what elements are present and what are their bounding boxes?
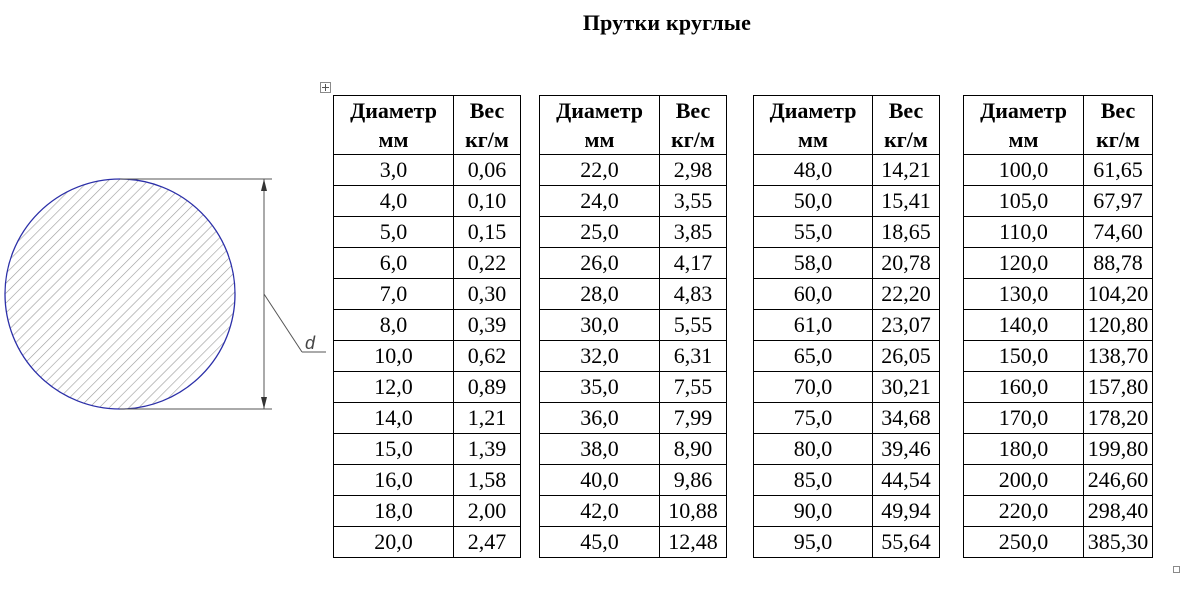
bar-section-fill	[5, 179, 235, 409]
column-spacer	[940, 217, 964, 248]
diameter-cell: 25,0	[540, 217, 660, 248]
column-spacer	[727, 217, 754, 248]
column-spacer	[727, 527, 754, 558]
weight-cell: 39,46	[873, 434, 940, 465]
column-spacer	[521, 279, 540, 310]
weight-cell: 14,21	[873, 155, 940, 186]
diameter-cell: 14,0	[334, 403, 454, 434]
diameter-cell: 100,0	[964, 155, 1084, 186]
weight-cell: 138,70	[1084, 341, 1153, 372]
table-header-row	[334, 125, 1153, 155]
weight-cell: 157,80	[1084, 372, 1153, 403]
column-spacer	[727, 465, 754, 496]
column-spacer	[521, 341, 540, 372]
table-row	[334, 248, 1153, 279]
weight-cell: 61,65	[1084, 155, 1153, 186]
weight-cell: 9,86	[660, 465, 727, 496]
diameter-cell: 32,0	[540, 341, 660, 372]
header-diameter: мм	[334, 125, 454, 155]
weight-cell: 2,00	[454, 496, 521, 527]
column-spacer	[940, 372, 964, 403]
diameter-cell: 35,0	[540, 372, 660, 403]
header-diameter: Диаметр	[334, 96, 454, 126]
diameter-cell: 45,0	[540, 527, 660, 558]
weight-cell: 10,88	[660, 496, 727, 527]
table-header-row	[334, 96, 1153, 126]
weight-cell: 20,78	[873, 248, 940, 279]
diameter-cell: 65,0	[754, 341, 873, 372]
header-weight: кг/м	[873, 125, 940, 155]
diameter-cell: 70,0	[754, 372, 873, 403]
weight-cell: 199,80	[1084, 434, 1153, 465]
diameter-cell: 42,0	[540, 496, 660, 527]
diameter-cell: 85,0	[754, 465, 873, 496]
diameter-cell: 28,0	[540, 279, 660, 310]
header-diameter: мм	[754, 125, 873, 155]
header-diameter: Диаметр	[754, 96, 873, 126]
round-bar-weight-table	[333, 95, 1153, 558]
diameter-cell: 24,0	[540, 186, 660, 217]
table-move-handle[interactable]	[320, 82, 331, 93]
header-weight: кг/м	[660, 125, 727, 155]
weight-cell: 8,90	[660, 434, 727, 465]
diameter-cell: 3,0	[334, 155, 454, 186]
column-spacer	[521, 496, 540, 527]
weight-cell: 23,07	[873, 310, 940, 341]
dimension-arrow-top	[261, 179, 267, 191]
diameter-cell: 4,0	[334, 186, 454, 217]
weight-cell: 120,80	[1084, 310, 1153, 341]
dimension-arrow-bottom	[261, 397, 267, 409]
table-row	[334, 434, 1153, 465]
column-spacer	[521, 217, 540, 248]
weight-cell: 49,94	[873, 496, 940, 527]
diameter-cell: 30,0	[540, 310, 660, 341]
column-spacer	[940, 465, 964, 496]
weight-cell: 0,10	[454, 186, 521, 217]
diameter-cell: 75,0	[754, 403, 873, 434]
header-diameter: мм	[540, 125, 660, 155]
diameter-cell: 26,0	[540, 248, 660, 279]
header-weight: кг/м	[1084, 125, 1153, 155]
column-spacer	[521, 310, 540, 341]
diameter-cell: 6,0	[334, 248, 454, 279]
column-spacer	[727, 186, 754, 217]
weight-cell: 0,89	[454, 372, 521, 403]
table-row	[334, 310, 1153, 341]
header-weight: Вес	[1084, 96, 1153, 126]
column-spacer	[727, 372, 754, 403]
weight-cell: 6,31	[660, 341, 727, 372]
diameter-cell: 50,0	[754, 186, 873, 217]
column-spacer	[727, 403, 754, 434]
header-diameter: мм	[964, 125, 1084, 155]
diameter-cell: 95,0	[754, 527, 873, 558]
weight-cell: 3,85	[660, 217, 727, 248]
diameter-cell: 18,0	[334, 496, 454, 527]
weight-cell: 2,98	[660, 155, 727, 186]
diameter-cell: 60,0	[754, 279, 873, 310]
column-spacer	[727, 248, 754, 279]
diameter-cell: 16,0	[334, 465, 454, 496]
diameter-cell: 5,0	[334, 217, 454, 248]
diameter-cell: 200,0	[964, 465, 1084, 496]
column-spacer	[727, 341, 754, 372]
header-diameter: Диаметр	[540, 96, 660, 126]
column-spacer	[521, 248, 540, 279]
column-spacer	[727, 496, 754, 527]
weight-cell: 4,17	[660, 248, 727, 279]
diameter-cell: 12,0	[334, 372, 454, 403]
diameter-cell: 7,0	[334, 279, 454, 310]
header-weight: Вес	[454, 96, 521, 126]
diameter-cell: 61,0	[754, 310, 873, 341]
column-spacer	[940, 279, 964, 310]
column-spacer	[940, 186, 964, 217]
column-spacer	[521, 434, 540, 465]
column-spacer	[940, 341, 964, 372]
column-spacer	[940, 434, 964, 465]
weight-cell: 4,83	[660, 279, 727, 310]
header-weight: кг/м	[454, 125, 521, 155]
table-row	[334, 155, 1153, 186]
weight-cell: 3,55	[660, 186, 727, 217]
column-spacer	[521, 125, 540, 155]
weight-cell: 22,20	[873, 279, 940, 310]
diameter-cell: 22,0	[540, 155, 660, 186]
diameter-cell: 55,0	[754, 217, 873, 248]
column-spacer	[521, 527, 540, 558]
weight-cell: 15,41	[873, 186, 940, 217]
weight-cell: 7,55	[660, 372, 727, 403]
weight-cell: 18,65	[873, 217, 940, 248]
table-resize-handle[interactable]	[1173, 566, 1180, 573]
column-spacer	[521, 372, 540, 403]
column-spacer	[727, 96, 754, 126]
header-diameter: Диаметр	[964, 96, 1084, 126]
column-spacer	[521, 186, 540, 217]
weight-cell: 88,78	[1084, 248, 1153, 279]
weight-cell: 7,99	[660, 403, 727, 434]
page-title: Прутки круглые	[582, 10, 752, 35]
diameter-cell: 160,0	[964, 372, 1084, 403]
diameter-cell: 15,0	[334, 434, 454, 465]
weight-cell: 385,30	[1084, 527, 1153, 558]
diameter-cell: 10,0	[334, 341, 454, 372]
weight-cell: 0,15	[454, 217, 521, 248]
diameter-cell: 150,0	[964, 341, 1084, 372]
weight-cell: 178,20	[1084, 403, 1153, 434]
weight-cell: 34,68	[873, 403, 940, 434]
column-spacer	[521, 465, 540, 496]
weight-cell: 2,47	[454, 527, 521, 558]
table-row	[334, 341, 1153, 372]
weight-cell: 1,21	[454, 403, 521, 434]
table-row	[334, 217, 1153, 248]
leader-line	[264, 294, 302, 352]
column-spacer	[521, 403, 540, 434]
column-spacer	[940, 527, 964, 558]
weight-cell: 1,39	[454, 434, 521, 465]
table-row	[334, 465, 1153, 496]
weight-cell: 12,48	[660, 527, 727, 558]
diameter-cell: 120,0	[964, 248, 1084, 279]
round-bar-cross-section	[0, 160, 330, 420]
column-spacer	[940, 96, 964, 126]
diameter-cell: 140,0	[964, 310, 1084, 341]
column-spacer	[940, 248, 964, 279]
diameter-cell: 90,0	[754, 496, 873, 527]
diameter-cell: 38,0	[540, 434, 660, 465]
weight-cell: 0,30	[454, 279, 521, 310]
diameter-cell: 8,0	[334, 310, 454, 341]
table-row	[334, 527, 1153, 558]
weight-cell: 1,58	[454, 465, 521, 496]
column-spacer	[940, 155, 964, 186]
dimension-label: d	[305, 333, 316, 353]
weight-cell: 104,20	[1084, 279, 1153, 310]
column-spacer	[940, 403, 964, 434]
column-spacer	[940, 496, 964, 527]
diameter-cell: 58,0	[754, 248, 873, 279]
weight-cell: 67,97	[1084, 186, 1153, 217]
column-spacer	[727, 310, 754, 341]
weight-cell: 5,55	[660, 310, 727, 341]
table-row	[334, 496, 1153, 527]
diameter-cell: 48,0	[754, 155, 873, 186]
column-spacer	[521, 155, 540, 186]
diameter-cell: 250,0	[964, 527, 1084, 558]
weight-cell: 298,40	[1084, 496, 1153, 527]
column-spacer	[521, 96, 540, 126]
header-weight: Вес	[660, 96, 727, 126]
table-row	[334, 186, 1153, 217]
diameter-cell: 180,0	[964, 434, 1084, 465]
diameter-cell: 110,0	[964, 217, 1084, 248]
column-spacer	[727, 125, 754, 155]
move-cross-icon	[321, 83, 330, 92]
weight-cell: 0,06	[454, 155, 521, 186]
weight-cell: 44,54	[873, 465, 940, 496]
table-row	[334, 279, 1153, 310]
column-spacer	[940, 125, 964, 155]
table-row	[334, 403, 1153, 434]
weight-cell: 55,64	[873, 527, 940, 558]
column-spacer	[727, 279, 754, 310]
diameter-cell: 105,0	[964, 186, 1084, 217]
weight-cell: 246,60	[1084, 465, 1153, 496]
diameter-cell: 40,0	[540, 465, 660, 496]
diameter-cell: 130,0	[964, 279, 1084, 310]
column-spacer	[727, 155, 754, 186]
diameter-cell: 170,0	[964, 403, 1084, 434]
weight-cell: 26,05	[873, 341, 940, 372]
weight-cell: 0,62	[454, 341, 521, 372]
diameter-cell: 80,0	[754, 434, 873, 465]
weight-cell: 0,39	[454, 310, 521, 341]
column-spacer	[940, 310, 964, 341]
diameter-cell: 20,0	[334, 527, 454, 558]
column-spacer	[727, 434, 754, 465]
weight-cell: 0,22	[454, 248, 521, 279]
diameter-cell: 220,0	[964, 496, 1084, 527]
diameter-cell: 36,0	[540, 403, 660, 434]
weight-cell: 30,21	[873, 372, 940, 403]
header-weight: Вес	[873, 96, 940, 126]
table-row	[334, 372, 1153, 403]
weight-cell: 74,60	[1084, 217, 1153, 248]
